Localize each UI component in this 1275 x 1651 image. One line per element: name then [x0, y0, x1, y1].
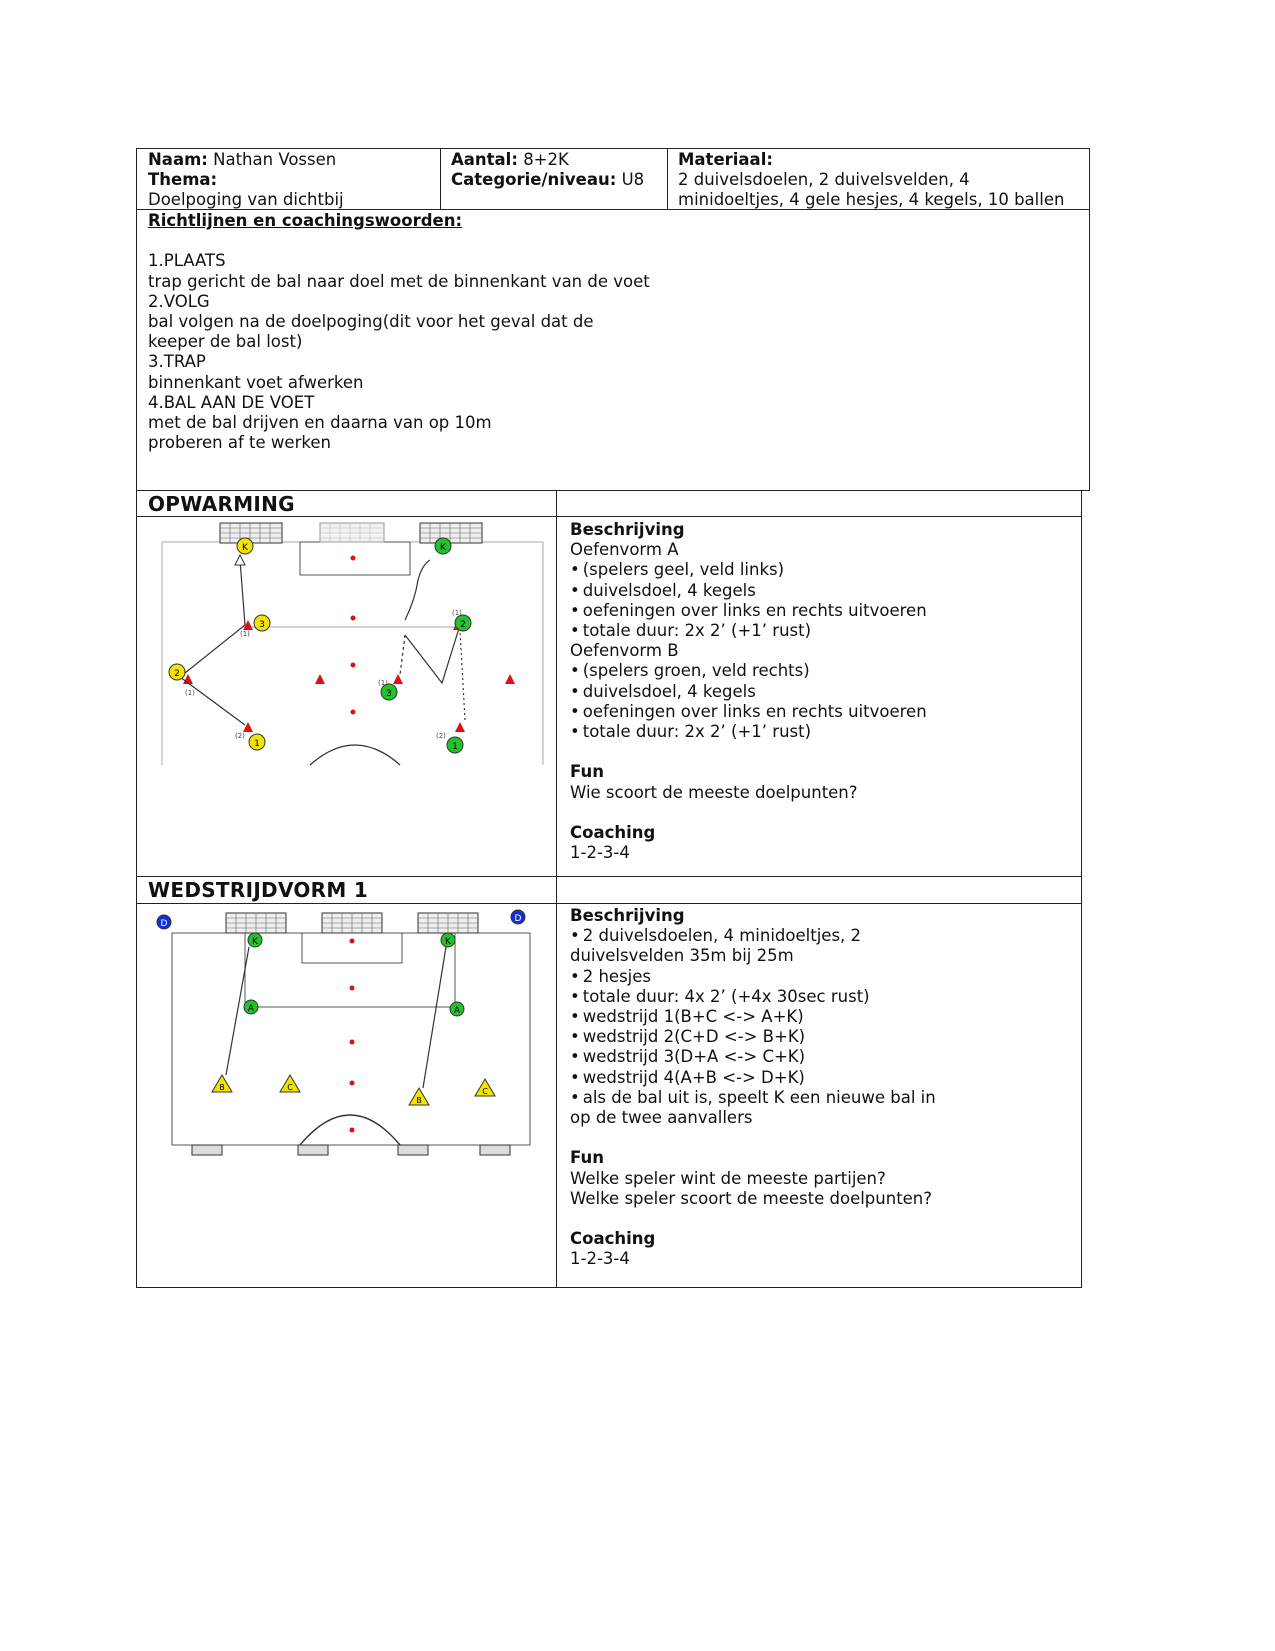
wedstrijdvorm-diagram — [150, 905, 545, 1180]
duivelsdoel-right — [420, 523, 482, 543]
text-line: • wedstrijd 3(D+A <-> C+K) — [570, 1047, 1075, 1067]
guidelines-cell — [148, 211, 1078, 453]
wedstrijdvorm-description — [570, 906, 1075, 1270]
wedstrijdvorm-fun-line-1: Welke speler wint de meeste partijen? — [570, 1168, 886, 1188]
wedstrijdvorm-field-svg — [150, 905, 545, 1180]
minidoeltjes — [192, 1145, 510, 1155]
header-materiaal-cell — [678, 150, 1088, 211]
text-line: 4.BAL AAN DE VOET — [148, 392, 315, 412]
player-a-left — [244, 1000, 258, 1014]
text-line: • wedstrijd 4(A+B <-> D+K) — [570, 1068, 1075, 1088]
text-line: 1.PLAATS — [148, 251, 226, 271]
text-line: op de twee aanvallers — [570, 1108, 753, 1128]
text-line: • wedstrijd 1(B+C <-> A+K) — [570, 1007, 1075, 1027]
categorie-line — [451, 170, 665, 190]
opwarming-title: OPWARMING — [148, 492, 295, 516]
svg-text:D: D — [514, 914, 522, 924]
player-green-2 — [455, 615, 471, 631]
player-c-right — [475, 1079, 495, 1096]
svg-text:(1): (1) — [452, 609, 462, 617]
text-line: Oefenvorm A — [570, 540, 679, 560]
categorie-value: U8 — [621, 170, 645, 190]
opwarming-description — [570, 520, 1075, 863]
guidelines-spacer — [148, 231, 1078, 251]
opwarming-coaching-value: 1-2-3-4 — [570, 843, 630, 863]
opwarming-lines — [570, 540, 1075, 742]
text-line: • duivelsdoel, 4 kegels — [570, 581, 1075, 601]
text-line: • oefeningen over links en rechts uitvoeren — [570, 601, 1075, 621]
svg-text:(2): (2) — [235, 732, 245, 740]
duivelsdoel-left — [226, 913, 286, 933]
wedstrijdvorm-fun-label: Fun — [570, 1148, 604, 1168]
svg-text:(1): (1) — [378, 679, 388, 687]
blue-player-d-right — [511, 910, 525, 924]
player-yellow-2 — [169, 664, 185, 680]
spacer — [570, 1128, 1075, 1148]
blue-player-d-left — [157, 915, 171, 929]
spacer — [570, 1209, 1075, 1229]
svg-text:K: K — [440, 543, 446, 553]
player-yellow-1 — [249, 734, 265, 750]
materiaal-line-1: 2 duivelsdoelen, 2 duivelsvelden, 4 — [678, 170, 970, 190]
text-line: • totale duur: 2x 2’ (+1’ rust) — [570, 621, 1075, 641]
svg-text:C: C — [482, 1087, 488, 1096]
keeper-right — [441, 933, 455, 947]
keeper-left — [248, 933, 262, 947]
text-line: 2.VOLG — [148, 291, 210, 311]
guidelines-title: Richtlijnen en coachingswoorden: — [148, 211, 463, 230]
aantal-label: Aantal: — [451, 150, 518, 169]
svg-text:K: K — [252, 937, 258, 947]
goal-center — [320, 523, 384, 542]
opwarming-fun-label: Fun — [570, 762, 604, 782]
svg-text:A: A — [453, 1006, 461, 1016]
text-line: binnenkant voet afwerken — [148, 372, 364, 392]
text-line: • (spelers geel, veld links) — [570, 560, 1075, 580]
wedstrijdvorm-beschrijving-label: Beschrijving — [570, 906, 685, 925]
text-line: trap gericht de bal naar doel met de binnenkant van de voet — [148, 271, 650, 291]
player-b-right — [409, 1088, 429, 1105]
svg-text:2: 2 — [460, 620, 466, 630]
text-line: met de bal drijven en daarna van op 10m — [148, 413, 492, 433]
aantal-line — [451, 150, 665, 170]
svg-text:K: K — [242, 543, 248, 553]
header-naam-cell — [148, 150, 438, 211]
player-b-left — [212, 1075, 232, 1092]
text-line: • wedstrijd 2(C+D <-> B+K) — [570, 1027, 1075, 1047]
spacer — [570, 742, 1075, 762]
thema-label: Thema: — [148, 170, 218, 190]
svg-text:B: B — [219, 1083, 225, 1092]
opwarming-diagram — [160, 520, 545, 768]
svg-text:(2): (2) — [436, 732, 446, 740]
guidelines-list — [148, 251, 1078, 453]
svg-text:1: 1 — [452, 742, 458, 752]
player-a-right — [450, 1002, 464, 1016]
opwarming-coaching-label: Coaching — [570, 823, 656, 843]
categorie-label: Categorie/niveau: — [451, 170, 617, 190]
svg-text:B: B — [416, 1096, 422, 1105]
keeper-green — [435, 538, 451, 554]
wedstrijdvorm-lines — [570, 926, 1075, 1128]
text-line: • (spelers groen, veld rechts) — [570, 661, 1075, 681]
naam-value: Nathan Vossen — [213, 150, 337, 169]
text-line: • 2 duivelsdoelen, 4 minidoeltjes, 2 — [570, 926, 1075, 946]
svg-text:2: 2 — [174, 669, 180, 679]
cone-marker — [183, 620, 515, 732]
goal-center — [322, 913, 382, 933]
wedstrijdvorm-fun-line-2: Welke speler scoort de meeste doelpunten? — [570, 1188, 933, 1208]
player-yellow-3 — [254, 615, 270, 631]
naam-line — [148, 150, 438, 170]
text-line: • oefeningen over links en rechts uitvoeren — [570, 702, 1075, 722]
text-line: bal volgen na de doelpoging(dit voor het geval dat de — [148, 312, 594, 332]
svg-text:1: 1 — [254, 739, 260, 749]
text-line: 3.TRAP — [148, 352, 206, 372]
opwarming-fun-line: Wie scoort de meeste doelpunten? — [570, 782, 858, 802]
opwarming-beschrijving-label: Beschrijving — [570, 520, 685, 539]
text-line: • totale duur: 4x 2’ (+4x 30sec rust) — [570, 987, 1075, 1007]
opwarming-field-svg — [160, 520, 545, 768]
materiaal-line-2: minidoeltjes, 4 gele hesjes, 4 kegels, 10 ballen — [678, 190, 1065, 210]
svg-text:A: A — [247, 1004, 255, 1014]
wedstrijdvorm-title: WEDSTRIJDVORM 1 — [148, 878, 369, 902]
text-line: proberen af te werken — [148, 433, 331, 453]
svg-text:3: 3 — [259, 620, 265, 630]
text-line: Oefenvorm B — [570, 641, 679, 661]
player-c-left — [280, 1075, 300, 1092]
svg-text:C: C — [287, 1083, 293, 1092]
naam-label: Naam: — [148, 150, 208, 169]
text-line: duivelsvelden 35m bij 25m — [570, 946, 794, 966]
svg-text:K: K — [445, 937, 451, 947]
player-green-1 — [447, 737, 463, 753]
aantal-value: 8+2K — [523, 150, 569, 169]
svg-text:(1): (1) — [185, 689, 195, 697]
duivelsdoel-right — [418, 913, 478, 933]
materiaal-label: Materiaal: — [678, 150, 773, 169]
spacer — [570, 803, 1075, 823]
svg-text:3: 3 — [386, 689, 392, 699]
text-line: • als de bal uit is, speelt K een nieuwe bal in — [570, 1088, 1075, 1108]
wedstrijdvorm-coaching-label: Coaching — [570, 1229, 656, 1249]
text-line: • duivelsdoel, 4 kegels — [570, 682, 1075, 702]
wedstrijdvorm-coaching-value: 1-2-3-4 — [570, 1249, 630, 1269]
text-line: • totale duur: 2x 2’ (+1’ rust) — [570, 722, 1075, 742]
svg-text:(1): (1) — [240, 630, 250, 638]
text-line: • 2 hesjes — [570, 967, 1075, 987]
keeper-yellow — [237, 538, 253, 554]
thema-value: Doelpoging van dichtbij — [148, 190, 344, 210]
svg-text:D: D — [160, 919, 168, 929]
header-aantal-cell — [451, 150, 665, 190]
text-line: keeper de bal lost) — [148, 332, 303, 352]
